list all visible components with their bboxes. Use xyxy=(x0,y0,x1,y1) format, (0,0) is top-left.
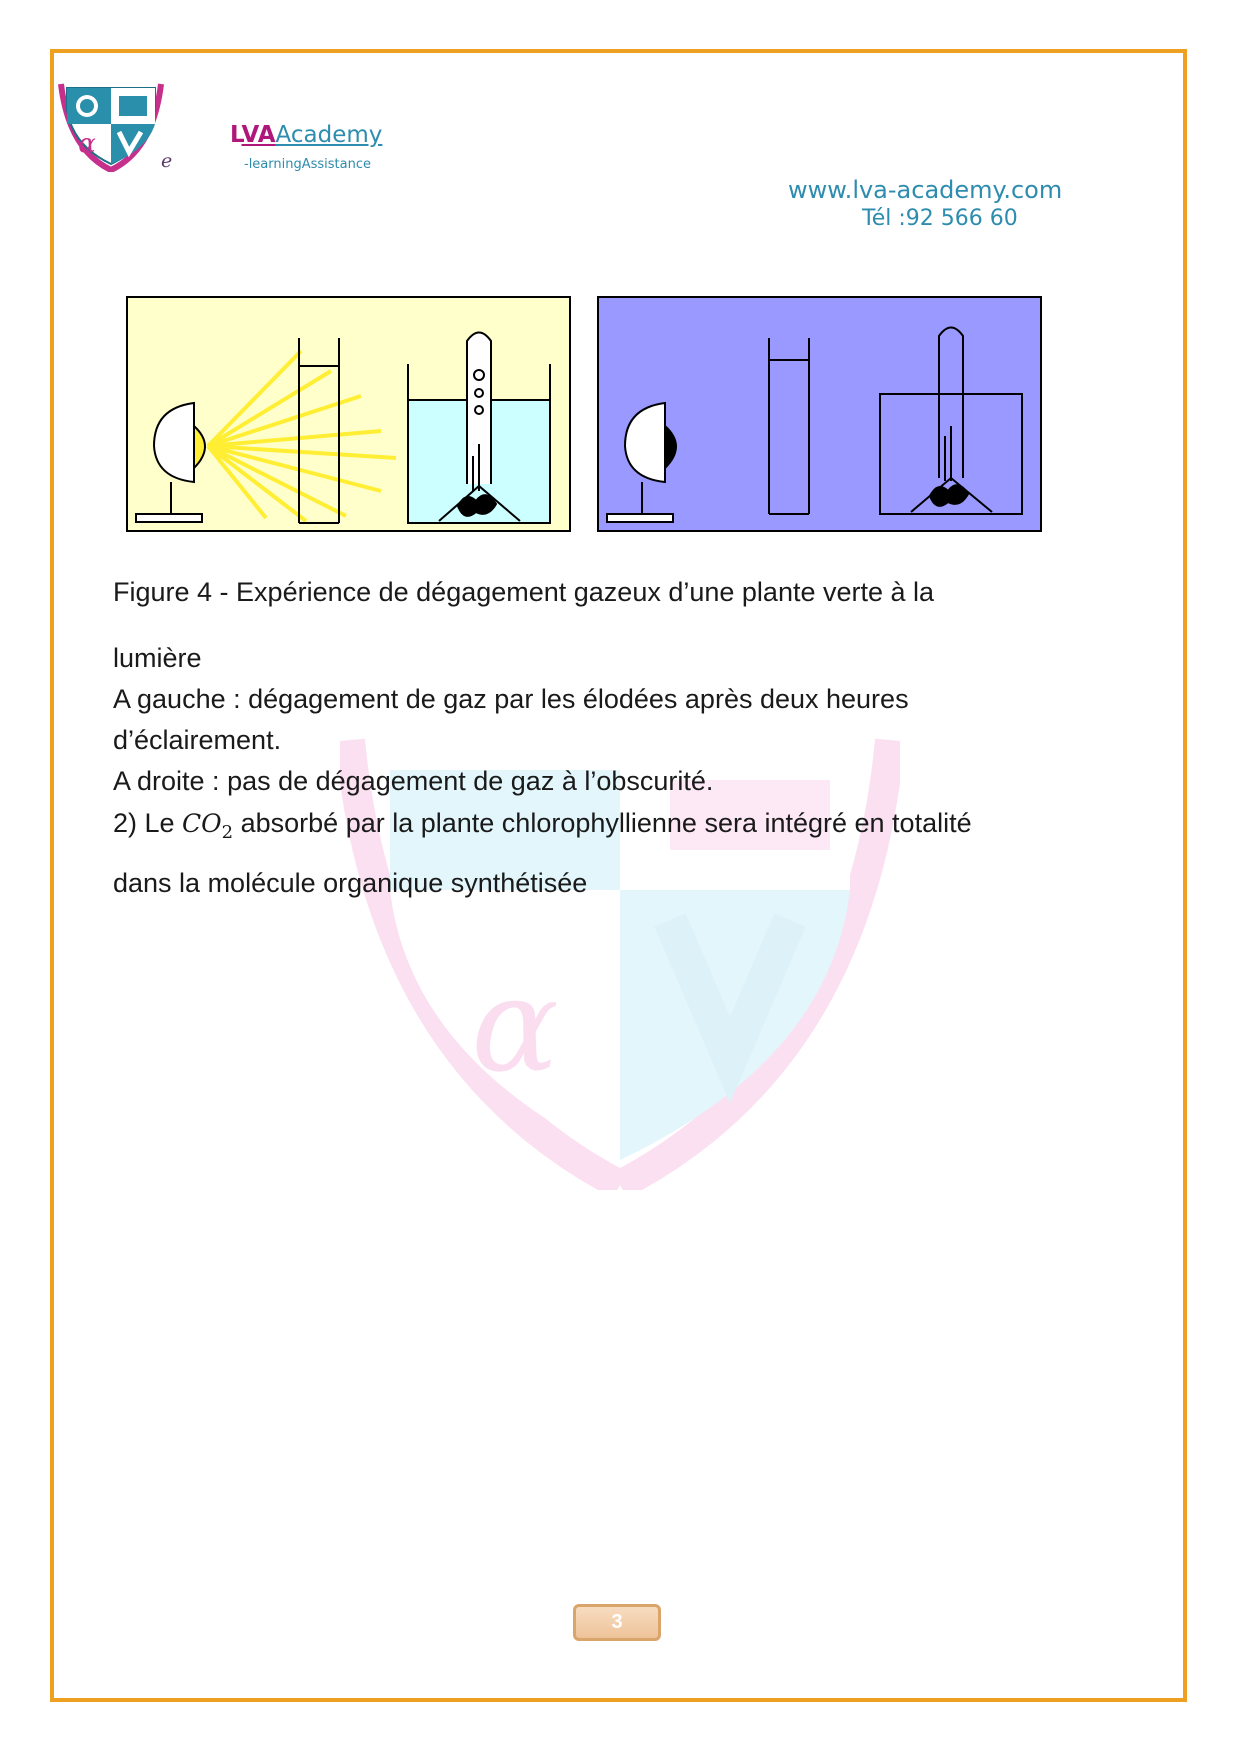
brand-l: L xyxy=(230,122,242,148)
co2-subscript: 2 xyxy=(221,822,234,843)
figure-caption-line-2: lumière xyxy=(113,643,202,673)
figure-panel-light xyxy=(126,296,571,532)
watermark-logo xyxy=(340,730,900,1190)
figure-caption-line-1: Figure 4 - Expérience de dégagement gazeux d’une plante verte à la xyxy=(113,577,935,607)
brand-academy: Academy xyxy=(275,122,383,148)
page-number: 3 xyxy=(573,1604,661,1641)
figure-panel-dark xyxy=(597,296,1042,532)
academy-logo xyxy=(57,80,165,172)
svg-text:α: α xyxy=(78,129,96,159)
left-description-line-2: d’éclairement. xyxy=(113,725,282,755)
co2-formula xyxy=(182,809,234,843)
answer-2-suffix: absorbé par la plante chlorophyllienne sera intégré en totalité xyxy=(233,808,972,838)
co2-base: CO xyxy=(182,809,222,838)
brand-name xyxy=(230,122,382,148)
answer-2-prefix: 2) Le xyxy=(113,808,183,838)
right-description: A droite : pas de dégagement de gaz à l’obscurité. xyxy=(113,766,714,796)
left-description-line-1: A gauche : dégagement de gaz par les élodées après deux heures xyxy=(113,684,909,714)
brand-va: VA xyxy=(241,122,276,148)
logo-e-letter: e xyxy=(161,150,173,172)
answer-2-line-2: dans la molécule organique synthétisée xyxy=(113,868,588,898)
answer-2-line-1 xyxy=(113,808,972,843)
brand-tagline: -learningAssistance xyxy=(244,157,371,172)
svg-text:α: α xyxy=(471,949,559,1101)
phone-number: Tél :92 566 60 xyxy=(862,206,1018,231)
website-link[interactable]: www.lva-academy.com xyxy=(788,176,1063,204)
